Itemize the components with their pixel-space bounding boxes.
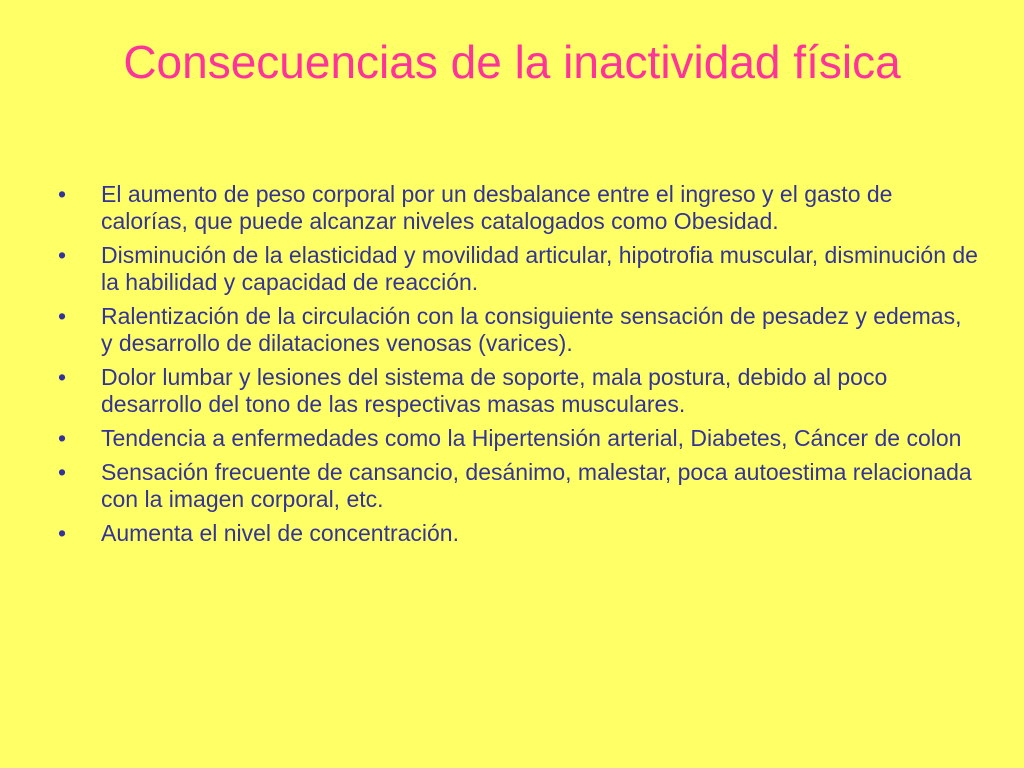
list-item-text: Dolor lumbar y lesiones del sistema de soporte, mala postura, debido al poco desarrollo del tono de las respectivas masas musculares. <box>101 364 888 417</box>
slide-title: Consecuencias de la inactividad física <box>123 36 901 88</box>
list-item-text: El aumento de peso corporal por un desbalance entre el ingreso y el gasto de calorías, que puede alcanzar niveles catalogados como Obesidad. <box>101 181 893 234</box>
list-item-text: Tendencia a enfermedades como la Hipertensión arterial, Diabetes, Cáncer de colon <box>101 425 962 451</box>
bullet-marker: • <box>58 520 67 546</box>
list-item <box>58 242 978 296</box>
list-item <box>58 364 978 418</box>
list-item-text: Sensación frecuente de cansancio, desánimo, malestar, poca autoestima relacionada con la imagen corporal, etc. <box>101 459 972 512</box>
list-item <box>58 520 978 547</box>
bullet-marker: • <box>58 364 67 390</box>
bullet-list <box>58 181 978 554</box>
list-item <box>58 181 978 235</box>
bullet-marker: • <box>58 181 67 207</box>
list-item <box>58 303 978 357</box>
list-item-text: Aumenta el nivel de concentración. <box>101 520 459 546</box>
list-item-text: Ralentización de la circulación con la consiguiente sensación de pesadez y edemas, y desarrollo de dilataciones venosas (varices). <box>101 303 962 356</box>
bullet-marker: • <box>58 303 67 329</box>
bullet-marker: • <box>58 459 67 485</box>
bullet-marker: • <box>58 425 67 451</box>
list-item-text: Disminución de la elasticidad y movilidad articular, hipotrofia muscular, disminución de la habilidad y capacidad de reacción. <box>101 242 978 295</box>
list-item <box>58 425 978 452</box>
list-item <box>58 459 978 513</box>
bullet-marker: • <box>58 242 67 268</box>
